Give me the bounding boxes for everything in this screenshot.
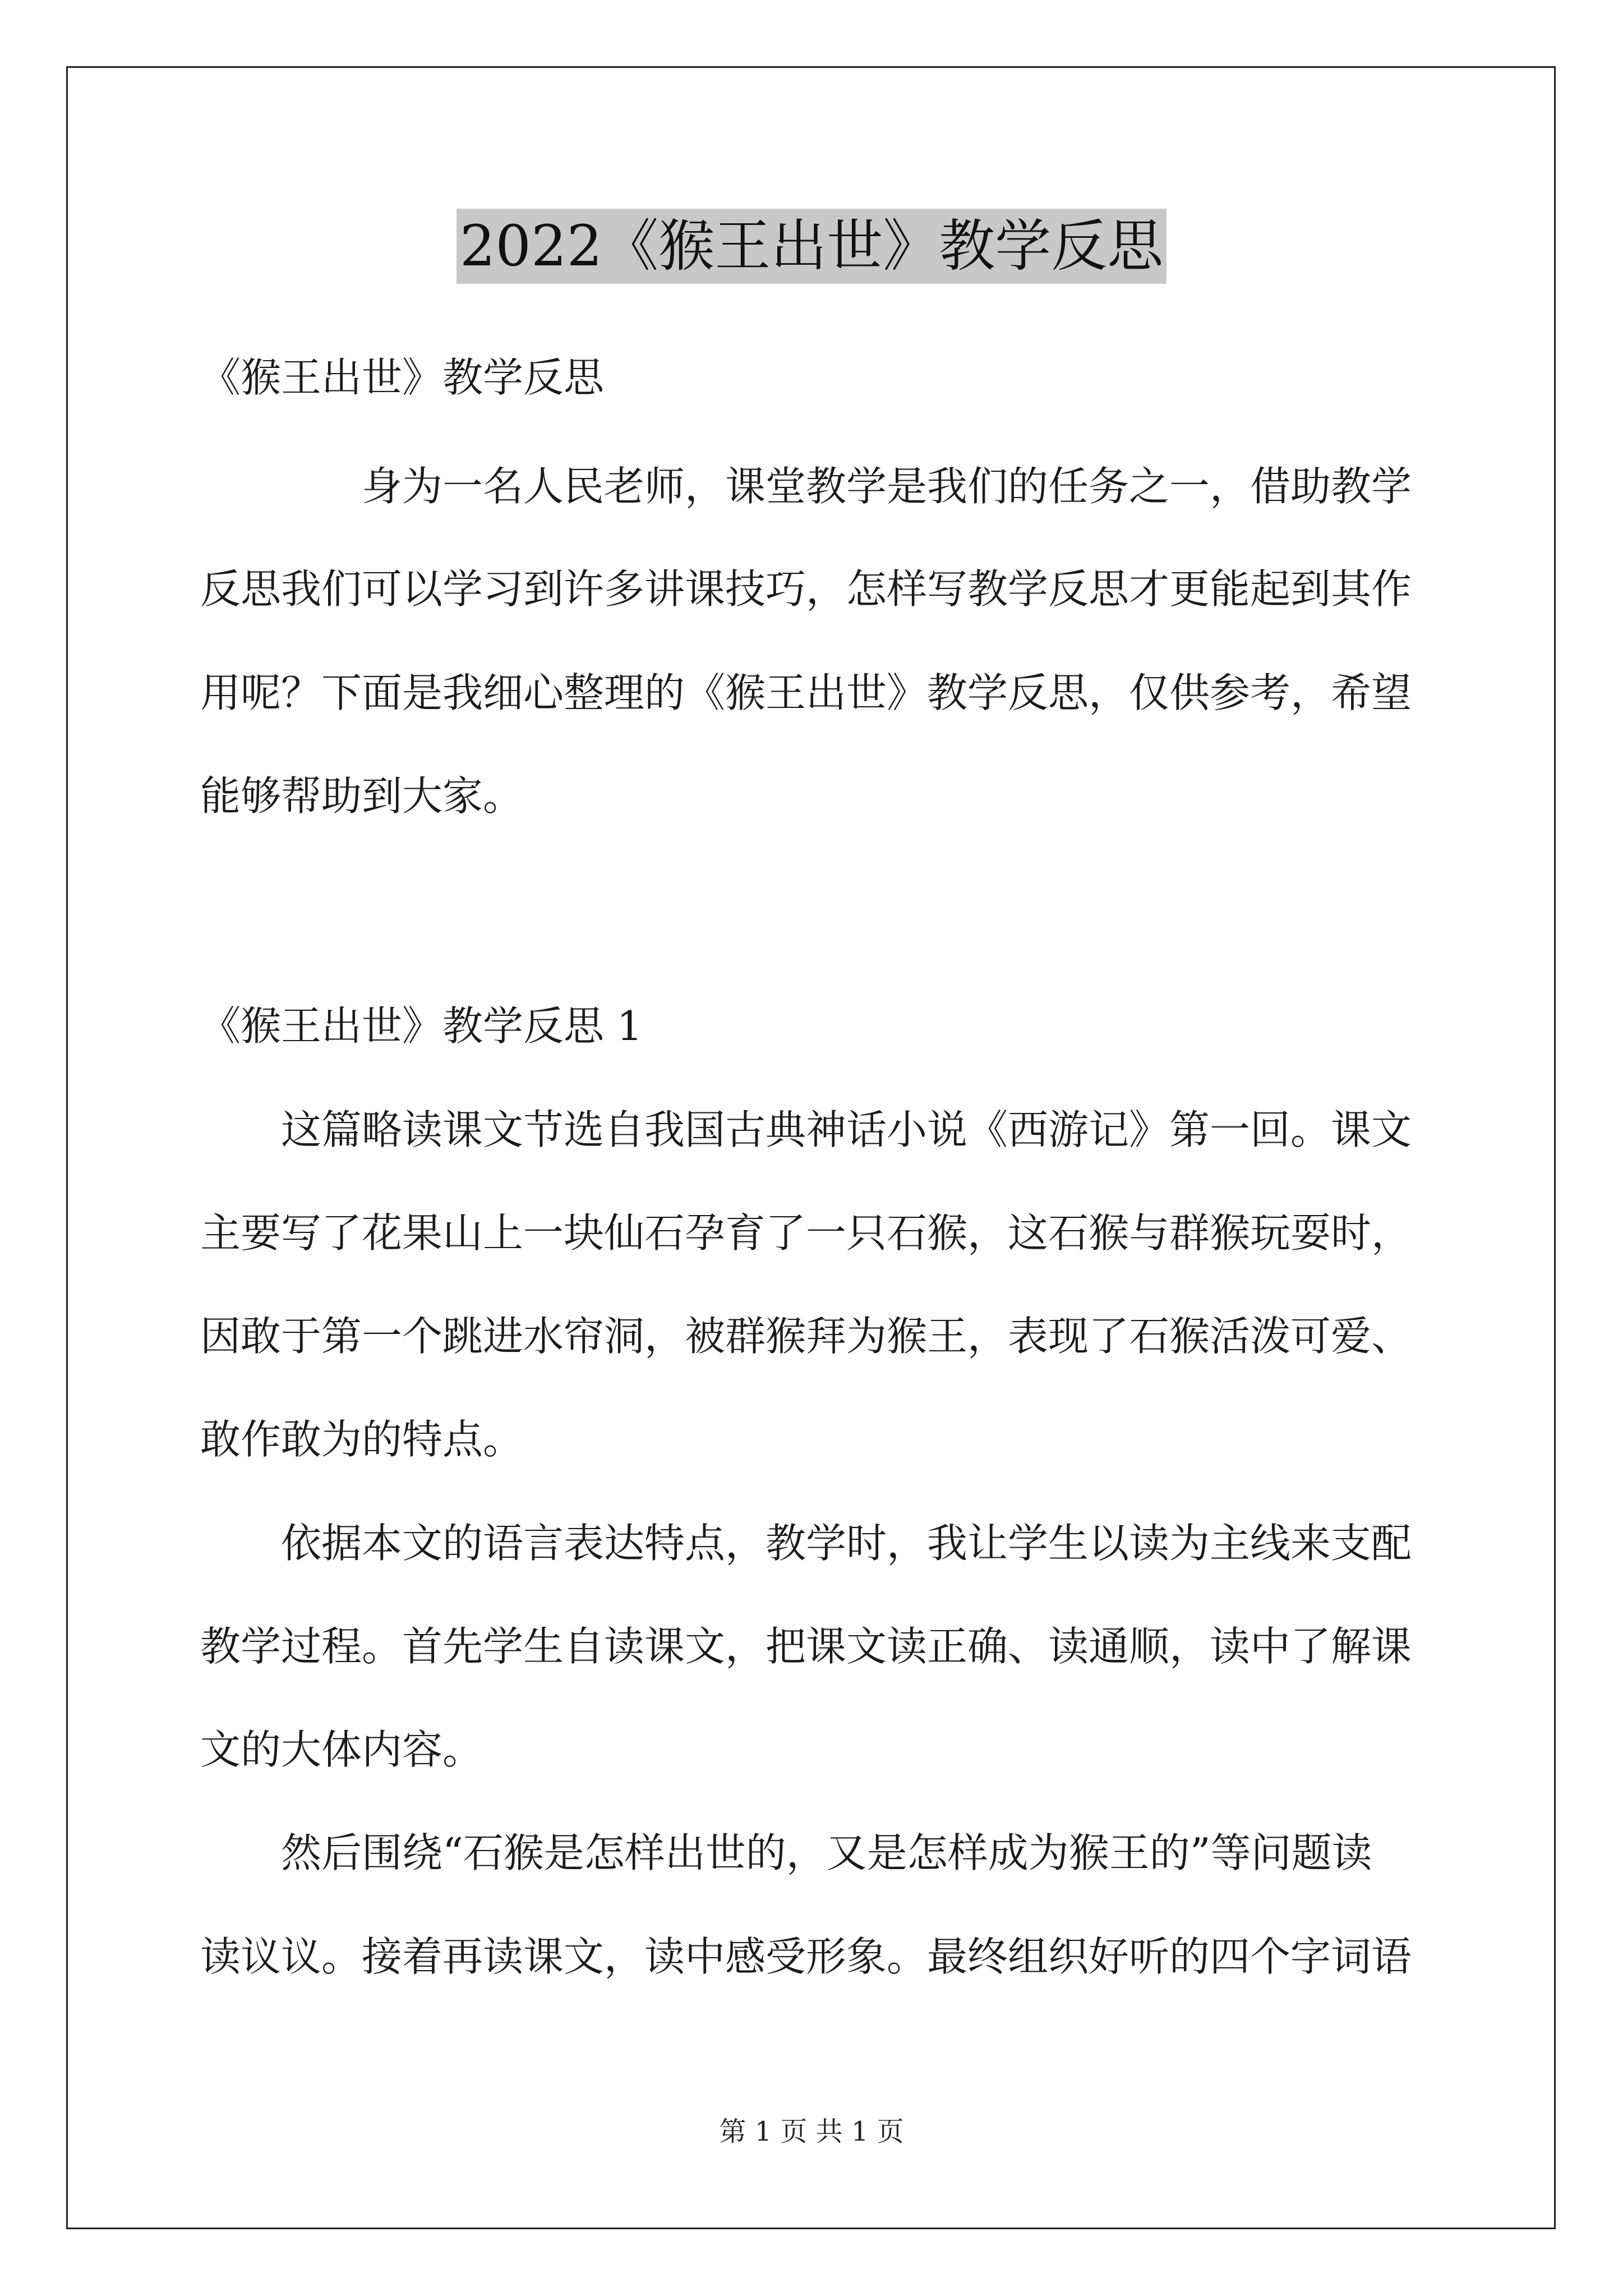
paragraph1-line-3: 因敢于第一个跳进水帘洞，被群猴拜为猴王，表现了石猴活泼可爱、 xyxy=(200,1313,1412,1360)
title-container xyxy=(0,209,1623,284)
paragraph3-line-1: 然后围绕“石猴是怎样出世的，又是怎样成为猴王的”等问题读 xyxy=(281,1829,1372,1876)
intro-line-4: 能够帮助到大家。 xyxy=(200,772,524,820)
document-subtitle: 《猴王出世》教学反思 xyxy=(200,354,605,401)
document-title: 2022《猴王出世》教学反思 xyxy=(457,209,1167,284)
intro-line-2: 反思我们可以学习到许多讲课技巧，怎样写教学反思才更能起到其作 xyxy=(200,565,1412,613)
page-footer: 第 1 页 共 1 页 xyxy=(719,2116,904,2147)
paragraph3-line-2: 读议议。接着再读课文，读中感受形象。最终组织好听的四个字词语 xyxy=(200,1933,1412,1980)
paragraph1-line-2: 主要写了花果山上一块仙石孕育了一只石猴，这石猴与群猴玩耍时， xyxy=(200,1209,1412,1257)
intro-line-1: 身为一名人民老师，课堂教学是我们的任务之一，借助教学 xyxy=(362,463,1412,510)
paragraph1-line-4: 敢作敢为的特点。 xyxy=(200,1416,524,1463)
intro-line-3: 用呢？下面是我细心整理的《猴王出世》教学反思，仅供参考，希望 xyxy=(200,669,1412,716)
section-heading: 《猴王出世》教学反思 1 xyxy=(200,1002,643,1050)
paragraph2-line-3: 文的大体内容。 xyxy=(200,1726,483,1773)
paragraph2-line-2: 教学过程。首先学生自读课文，把课文读正确、读通顺，读中了解课 xyxy=(200,1623,1412,1670)
paragraph2-line-1: 依据本文的语言表达特点，教学时，我让学生以读为主线来支配 xyxy=(281,1520,1412,1567)
paragraph1-line-1: 这篇略读课文节选自我国古典神话小说《西游记》第一回。课文 xyxy=(281,1106,1412,1153)
